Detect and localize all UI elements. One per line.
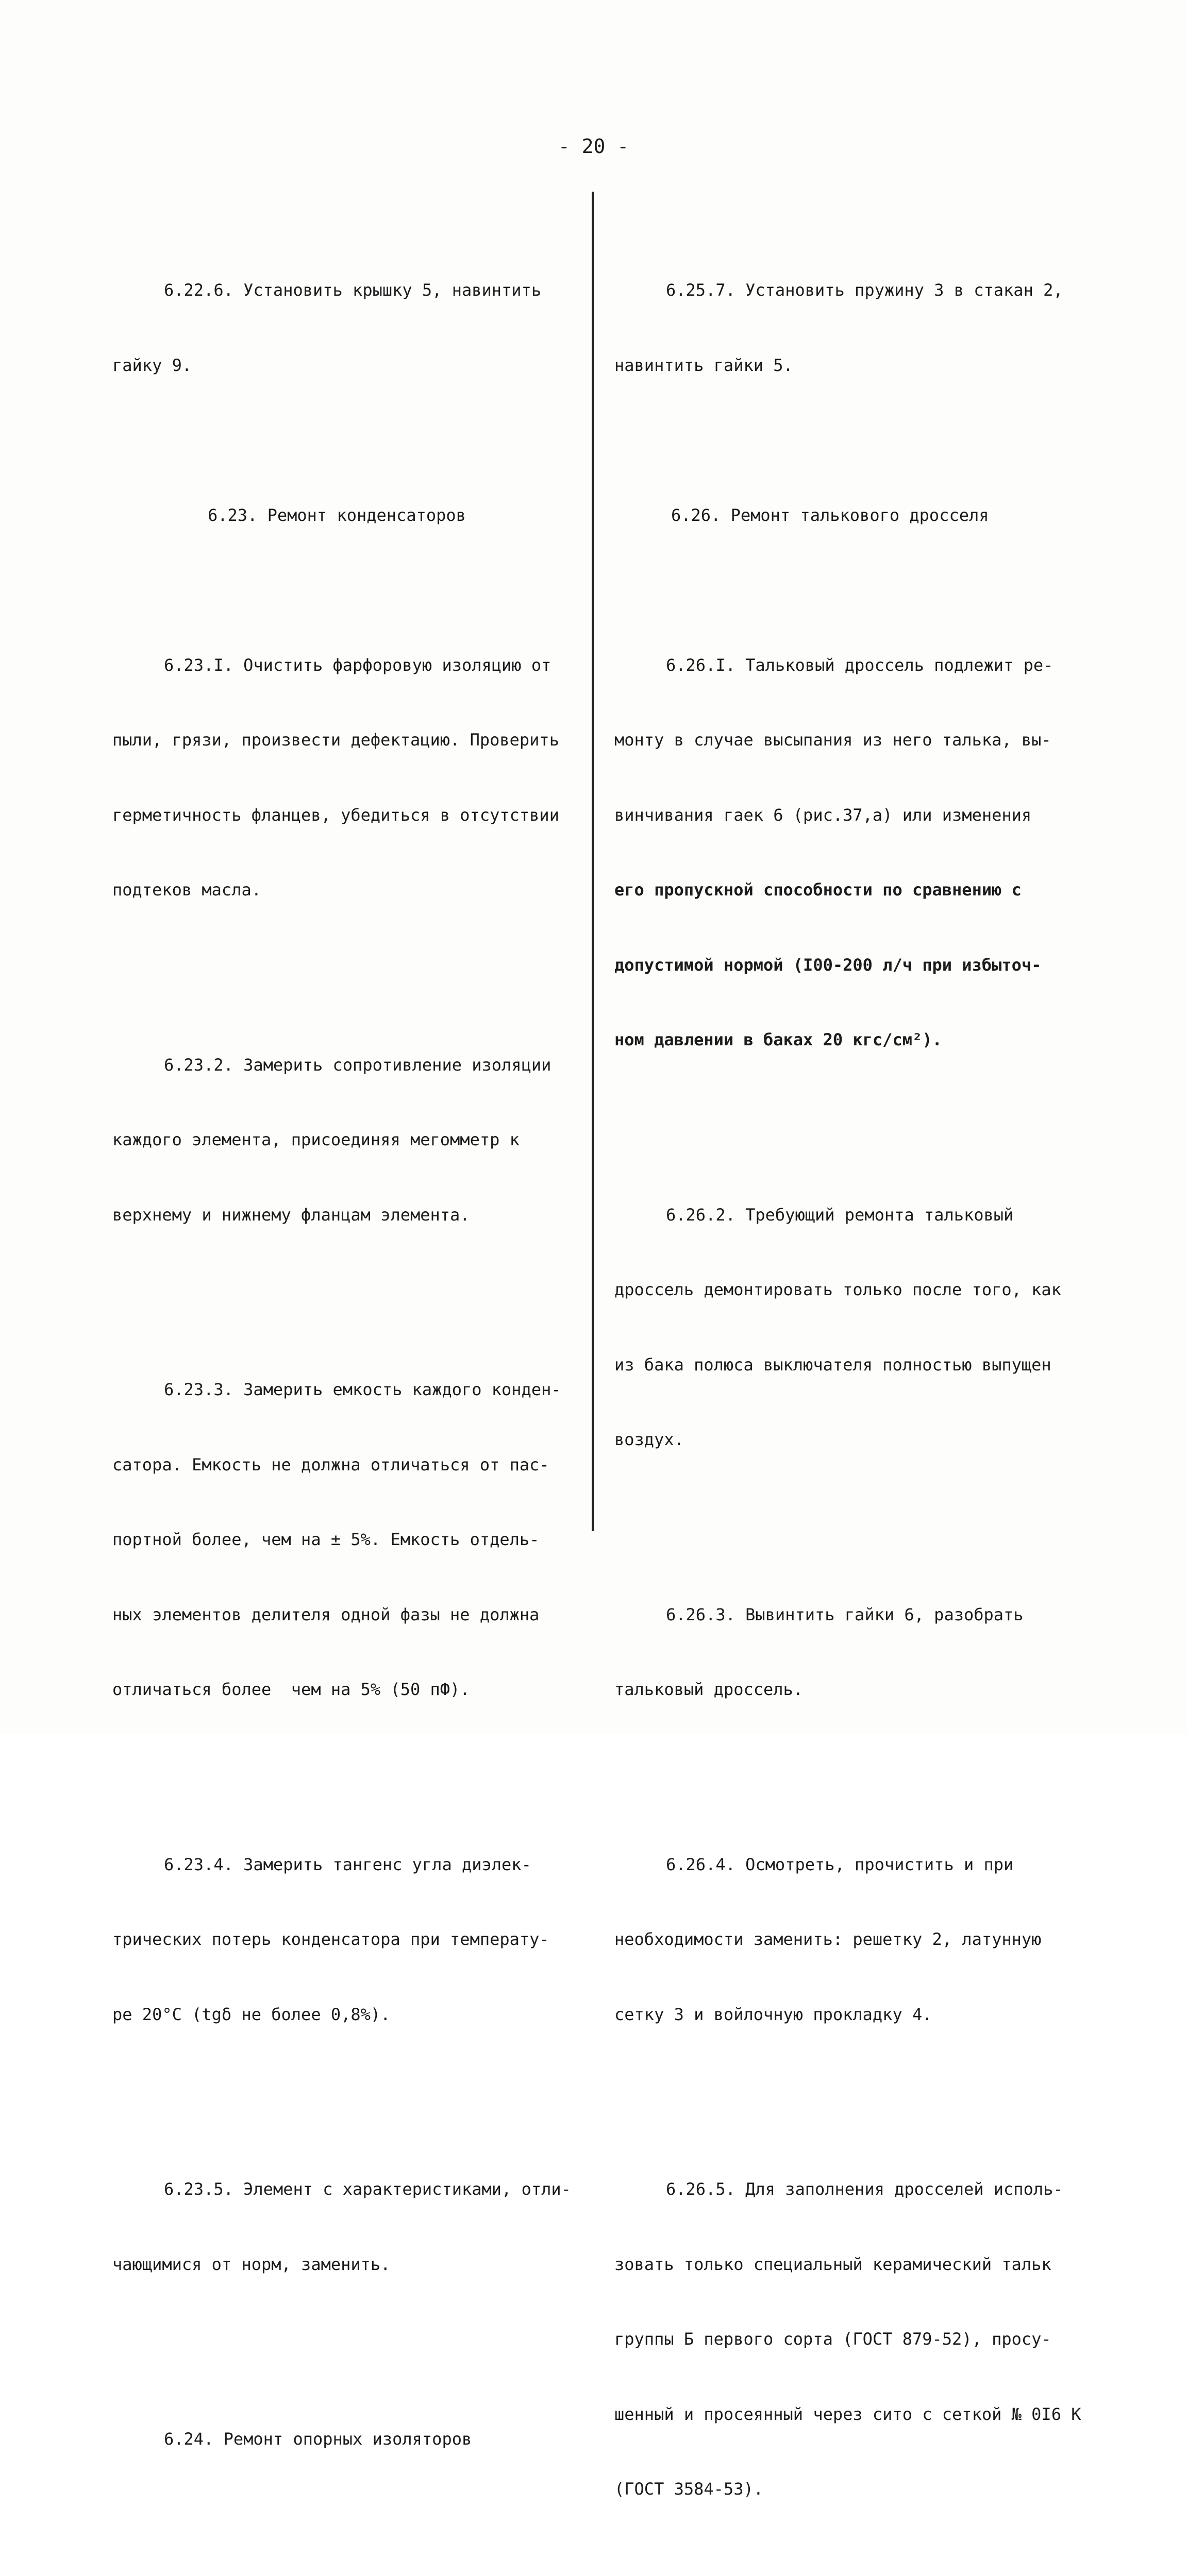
- paragraph-6-23-3: [112, 1327, 587, 1752]
- text-line: 6.22.6. Установить крышку 5, навинтить: [164, 280, 542, 300]
- paragraph-6-26-4: [614, 1802, 1130, 2077]
- text-line: каждого элемента, присоединяя мегомметр к: [112, 1130, 520, 1149]
- text-line: навинтить гайки 5.: [614, 355, 793, 375]
- text-line: ном давлении в баках 20 кгс/см²).: [614, 1030, 942, 1049]
- text-line: 6.25.7. Установить пружину 3 в стакан 2,: [666, 280, 1063, 300]
- text-line: 6.23.5. Элемент с характеристиками, отли-: [164, 2179, 571, 2199]
- text-line: отличаться более чем на 5% (50 пФ).: [112, 1680, 470, 1699]
- text-line: 6.26.3. Вывинтить гайки 6, разобрать: [666, 1604, 1024, 1624]
- column-divider: [592, 192, 594, 1531]
- text-line: портной более, чем на ± 5%. Емкость отдель-: [112, 1530, 540, 1549]
- text-line: 6.23.4. Замерить тангенс угла диэлек-: [164, 1854, 531, 1874]
- paragraph-6-25-7: [614, 228, 1130, 428]
- right-column: [614, 178, 1130, 2576]
- text-line: верхнему и нижнему фланцам элемента.: [112, 1205, 470, 1225]
- text-line: чающимися от норм, заменить.: [112, 2254, 391, 2274]
- text-line: 6.23.I. Очистить фарфоровую изоляцию от: [164, 655, 551, 675]
- text-line: необходимости заменить: решетку 2, латунную: [614, 1929, 1042, 1949]
- section-heading-6-23: 6.23. Ремонт конденсаторов: [208, 505, 466, 525]
- text-line: группы Б первого сорта (ГОСТ 879-52), просу-: [614, 2329, 1051, 2349]
- page-number: - 20 -: [558, 135, 629, 158]
- text-line: шенный и просеянный через сито с сеткой № 0I6 К: [614, 2404, 1081, 2424]
- paragraph-6-23-2: [112, 1003, 587, 1278]
- text-line: из бака полюса выключателя полностью выпущен: [614, 1354, 1051, 1375]
- paragraph-6-23-4: [112, 1802, 587, 2077]
- text-line: (ГОСТ 3584-53).: [614, 2479, 763, 2499]
- text-line: 6.26.5. Для заполнения дросселей исполь-: [666, 2179, 1063, 2199]
- text-line: пыли, грязи, произвести дефектацию. Проверить: [112, 730, 559, 750]
- paragraph-6-24-1: [112, 2527, 587, 2576]
- section-heading-6-26: 6.26. Ремонт талькового дросселя: [671, 505, 989, 525]
- text-line: воздух.: [614, 1430, 684, 1449]
- text-line: монту в случае высыпания из него талька, вы-: [614, 730, 1051, 750]
- text-line: подтеков масла.: [112, 880, 261, 900]
- text-line: сатора. Емкость не должна отличаться от пас-: [112, 1454, 549, 1475]
- paragraph-6-26-2: [614, 1153, 1130, 1502]
- text-line: тальковый дроссель.: [614, 1680, 804, 1699]
- text-line: 6.23.2. Замерить сопротивление изоляции: [164, 1055, 551, 1075]
- text-line: зовать только специальный керамический тальк: [614, 2254, 1051, 2274]
- text-line: сетку 3 и войлочную прокладку 4.: [614, 2004, 932, 2024]
- text-line: дроссель демонтировать только после того, как: [614, 1280, 1061, 1299]
- text-line: ных элементов делителя одной фазы не должна: [112, 1604, 540, 1624]
- text-line: ре 20°С (tgδ не более 0,8%).: [112, 2004, 391, 2024]
- paragraph-6-22-6: [112, 228, 587, 428]
- paragraph-6-26-1: [614, 603, 1130, 1103]
- section-heading-6-24: 6.24. Ремонт опорных изоляторов: [164, 2429, 472, 2449]
- text-line: 6.26.4. Осмотреть, прочистить и при: [666, 1854, 1014, 1874]
- left-column: [112, 178, 587, 2576]
- paragraph-6-23-1: [112, 603, 587, 953]
- text-line: винчивания гаек 6 (рис.37,а) или изменения: [614, 805, 1032, 825]
- text-line: трических потерь конденсатора при температу-: [112, 1929, 549, 1949]
- paragraph-6-26-5: [614, 2127, 1130, 2552]
- paragraph-6-26-3: [614, 1552, 1130, 1752]
- text-line: 6.23.3. Замерить емкость каждого конден-: [164, 1380, 561, 1399]
- text-line: 6.26.2. Требующий ремонта тальковый: [666, 1205, 1014, 1225]
- text-line: гайку 9.: [112, 355, 192, 375]
- text-line: герметичность фланцев, убедиться в отсутствии: [112, 805, 559, 825]
- text-line: допустимой нормой (I00-200 л/ч при избыточ-: [614, 955, 1042, 975]
- paragraph-6-23-5: [112, 2127, 587, 2327]
- text-line: его пропускной способности по сравнению с: [614, 880, 1022, 900]
- text-line: 6.26.I. Тальковый дроссель подлежит ре-: [666, 655, 1054, 675]
